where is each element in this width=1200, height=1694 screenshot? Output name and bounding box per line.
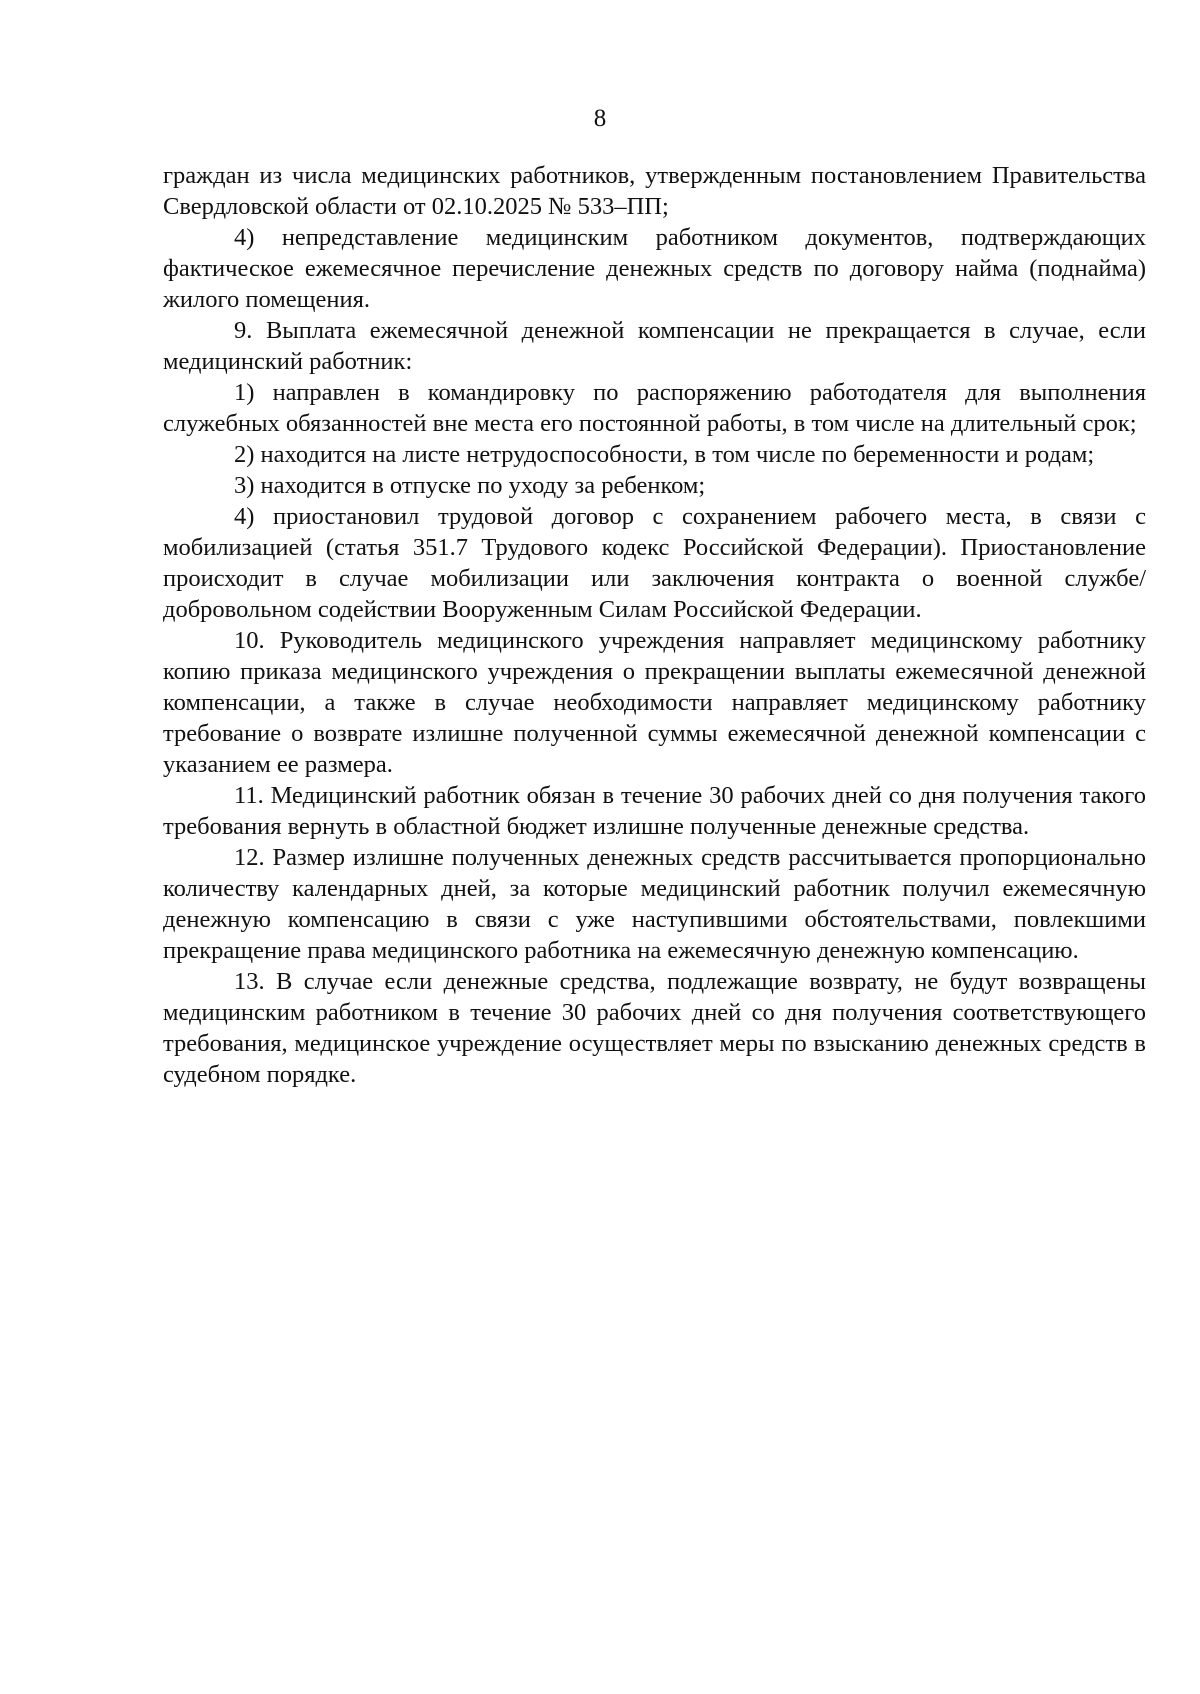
paragraph-clause-11: 11. Медицинский работник обязан в течение 30 рабочих дней со дня получения такого требования вернуть в областной бюджет излишне полученные денежные средства. <box>163 782 1146 840</box>
paragraph-clause-12: 12. Размер излишне полученных денежных средств рассчитывается пропорционально количеству календарных дней, за которые медицинский работник получил ежемесячную денежную компенсацию в связи с уже наступившими обстоятельствами, повлекшими прекращение права медицинского работника на ежемесячную денежную компенсацию. <box>163 844 1146 964</box>
paragraph-clause-13: 13. В случае если денежные средства, подлежащие возврату, не будут возвращены медицинским работником в течение 30 рабочих дней со дня получения соответствующего требования, медицинское учреждение осуществляет меры по взысканию денежных средств в судебном порядке. <box>163 968 1146 1088</box>
page-number: 8 <box>593 105 607 132</box>
paragraph-clause-9-item-4: 4) приостановил трудовой договор с сохранением рабочего места, в связи с мобилизацией (статья 351.7 Трудового кодекс Российской Федерации). Приостановление происходит в случае мобилизации или заключения контракта о военной службе/добровольном содействии Вооруженным Силам Российской Федерации. <box>163 503 1146 623</box>
document-body <box>163 160 1146 1090</box>
paragraph-clause-9: 9. Выплата ежемесячной денежной компенсации не прекращается в случае, если медицинский работник: <box>163 317 1146 375</box>
paragraph-clause-9-item-2: 2) находится на листе нетрудоспособности, в том числе по беременности и родам; <box>234 441 1095 468</box>
paragraph-clause-9-item-1: 1) направлен в командировку по распоряжению работодателя для выполнения служебных обязанностей вне места его постоянной работы, в том числе на длительный срок; <box>163 379 1146 437</box>
paragraph-clause-10: 10. Руководитель медицинского учреждения направляет медицинскому работнику копию приказа медицинского учреждения о прекращении выплаты ежемесячной денежной компенсации, а также в случае необходимости направляет медицинскому работнику требование о возврате излишне полученной суммы ежемесячной денежной компенсации с указанием ее размера. <box>163 627 1146 778</box>
paragraph-continuation: граждан из числа медицинских работников, утвержденным постановлением Правительства Свердловской области от 02.10.2025 № 533–ПП; <box>163 162 1146 220</box>
paragraph-clause-9-item-3: 3) находится в отпуске по уходу за ребенком; <box>234 472 706 499</box>
paragraph-item-4-documents: 4) непредставление медицинским работником документов, подтверждающих фактическое ежемесячное перечисление денежных средств по договору найма (поднайма) жилого помещения. <box>163 224 1146 313</box>
